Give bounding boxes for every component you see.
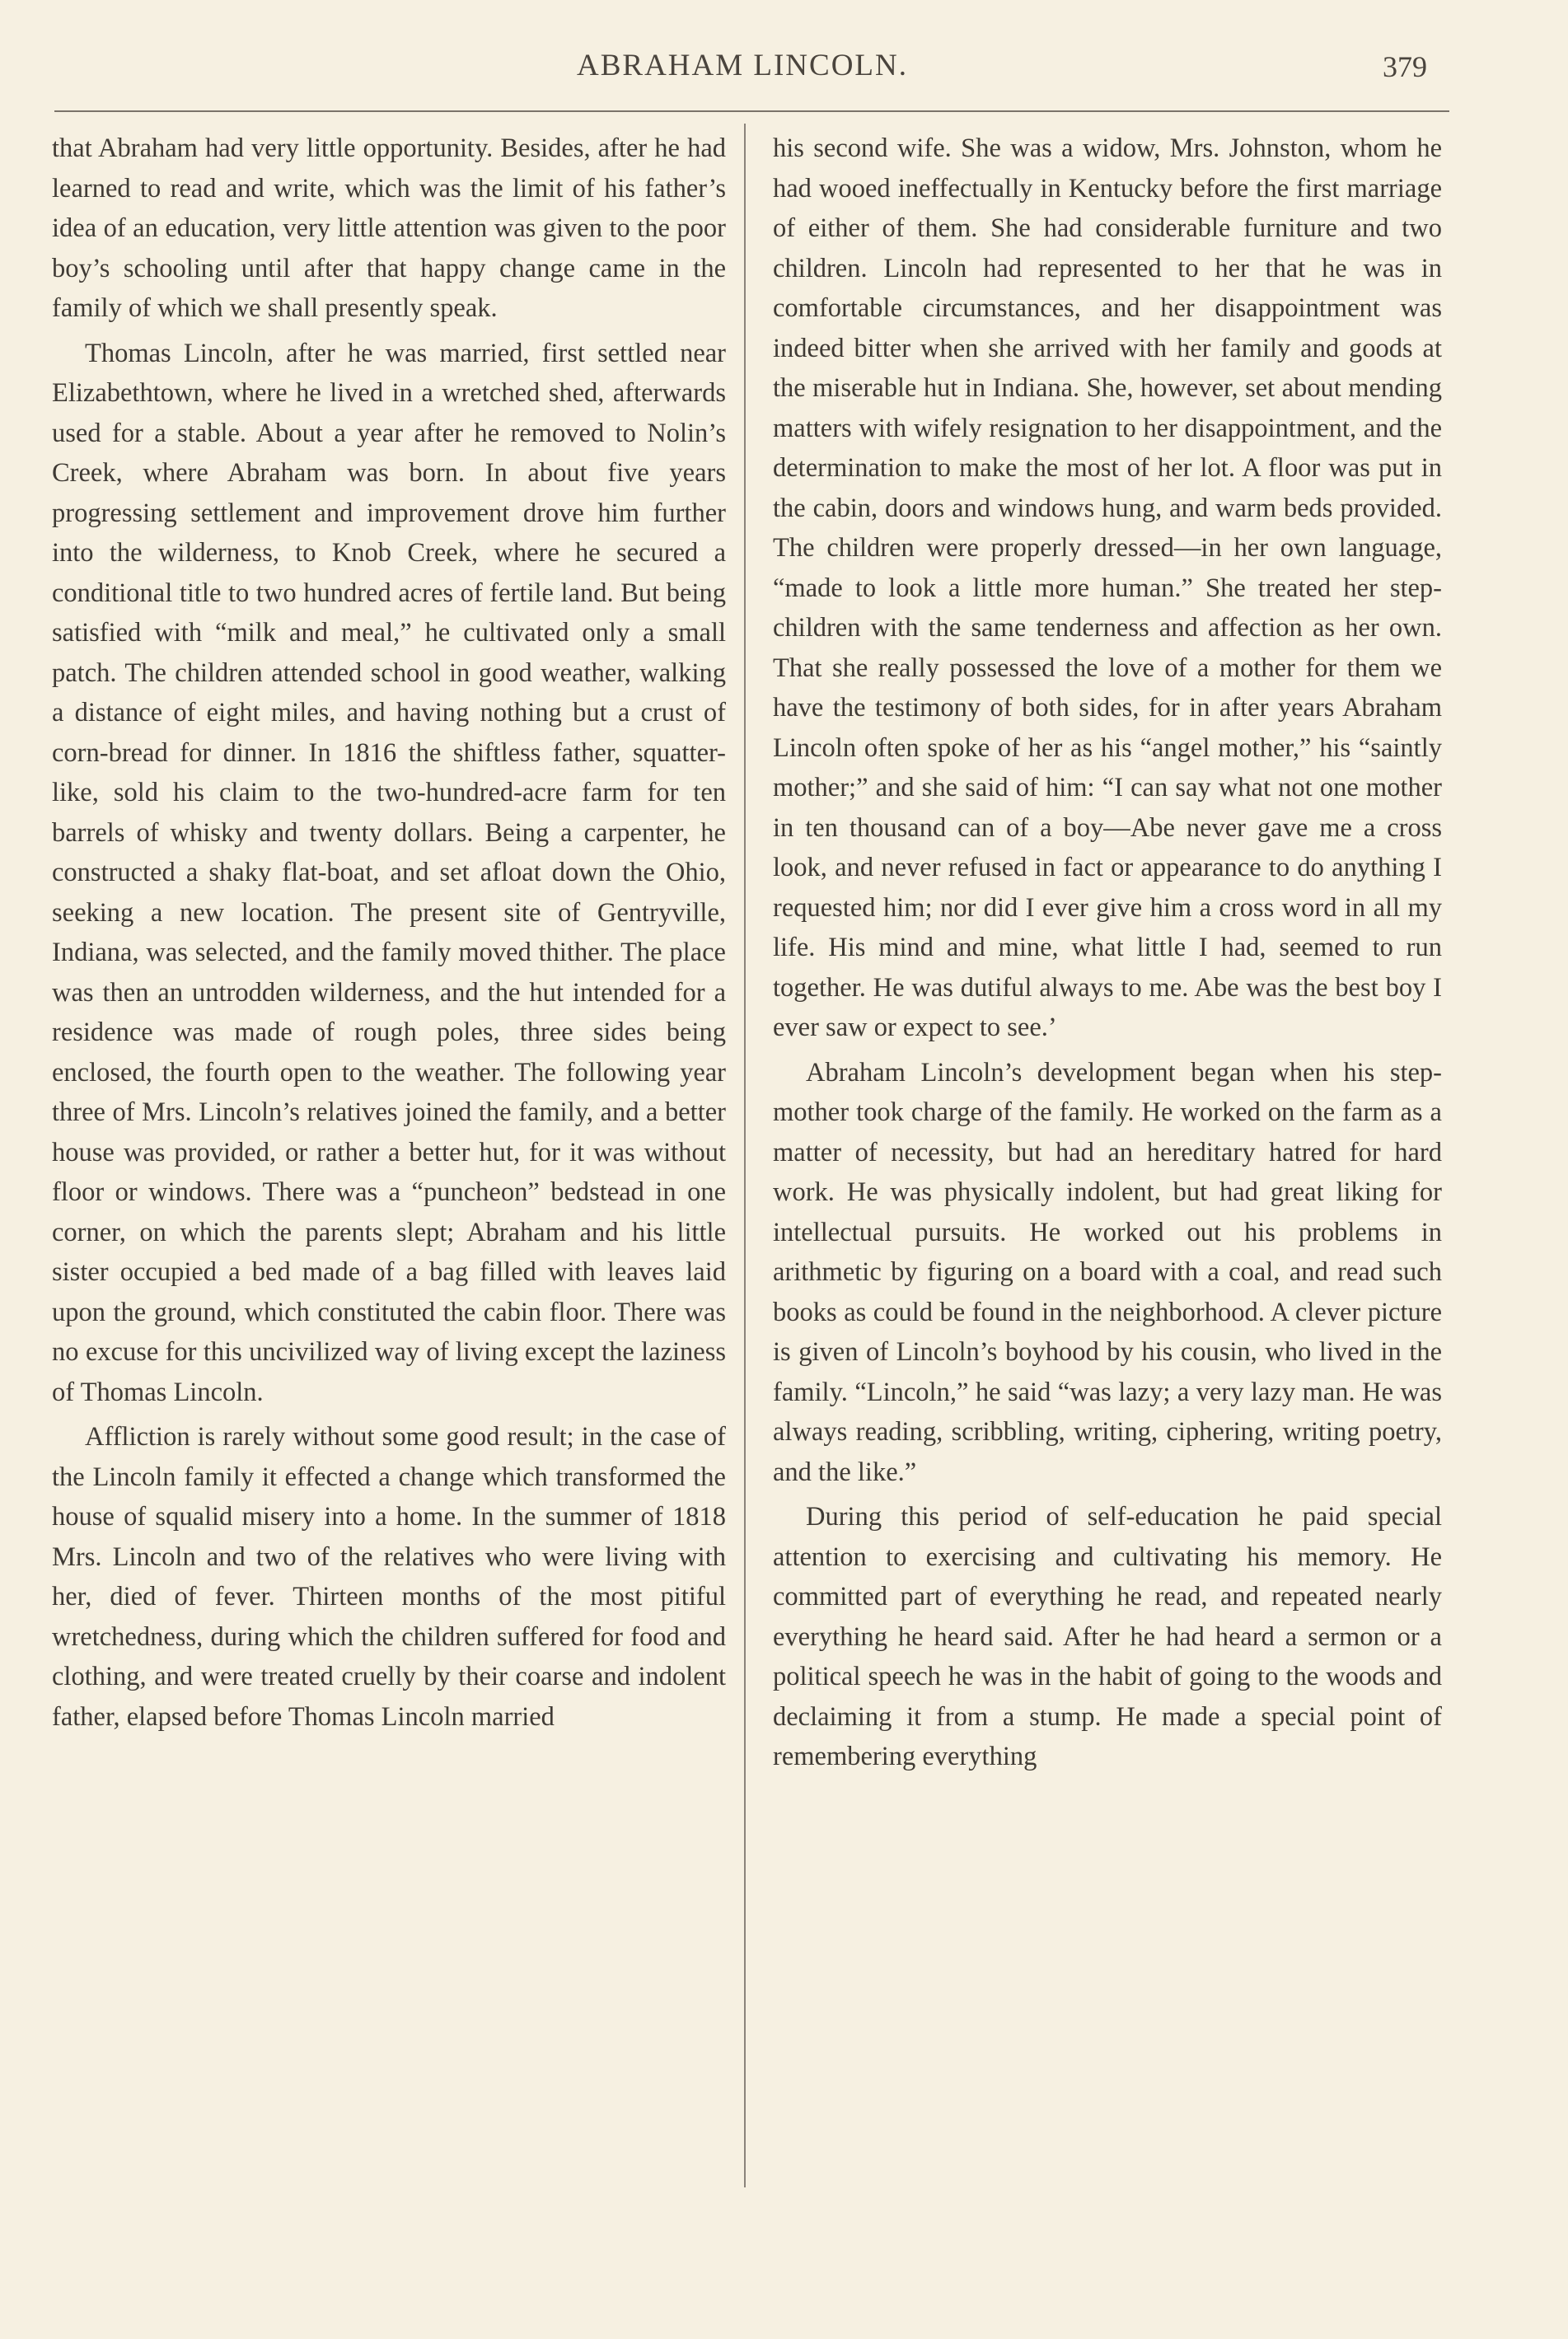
header-rule — [54, 110, 1449, 112]
right-column — [773, 129, 1442, 1777]
left-column — [52, 129, 726, 1737]
paragraph: his second wife. She was a widow, Mrs. Johnston, whom he had wooed ineffectually in Kentucky before the first marriage of either of them. She had considerable furniture and two children. Lincoln had represented to her that he was in comfortable circumstances, and her disappointment was indeed bitter when she arrived with her family and goods at the miserable hut in Indiana. She, however, set about mending matters with wifely resignation to her disappointment, and the determination to make the most of her lot. A floor was put in the cabin, doors and windows hung, and warm beds provided. The children were properly dressed—in her own language, “made to look a little more human.” She treated her step-children with the same tenderness and affection as her own. That she really possessed the love of a mother for them we have the testimony of both sides, for in after years Abraham Lincoln often spoke of her as his “angel mother,” his “saintly mother;” and she said of him: “I can say what not one mother in ten thousand can of a boy—Abe never gave me a cross look, and never refused in fact or appearance to do anything I requested him; nor did I ever give him a cross word in all my life. His mind and mine, what little I had, seemed to run together. He was dutiful always to me. Abe was the best boy I ever saw or expect to see.’ — [773, 133, 1442, 1042]
running-head — [0, 48, 1568, 89]
paragraph: Abraham Lincoln’s development began when his step-mother took charge of the family. He worked on the farm as a matter of necessity, but had an hereditary hatred for hard work. He was physically indolent, but had great liking for intellectual pursuits. He worked out his problems in arithmetic by figuring on a board with a coal, and read such books as could be found in the neighborhood. A clever picture is given of Lincoln’s boyhood by his cousin, who lived in the family. “Lincoln,” he said “was lazy; a very lazy man. He was always reading, scribbling, writing, ciphering, writing poetry, and the like.” — [773, 1057, 1442, 1487]
paragraph: that Abraham had very little opportunity. Besides, after he had learned to read and write, which was the limit of his father’s idea of an education, very little attention was given to the poor boy’s schooling until after that happy change came in the family of which we shall presently speak. — [52, 133, 726, 323]
paragraph: Affliction is rarely without some good result; in the case of the Lincoln family it effected a change which transformed the house of squalid misery into a home. In the summer of 1818 Mrs. Lincoln and two of the relatives who were living with her, died of fever. Thirteen months of the most pitiful wretchedness, during which the children suffered for food and clothing, and were treated cruelly by their coarse and indolent father, elapsed before Thomas Lincoln married — [52, 1422, 726, 1732]
column-divider — [744, 124, 746, 2187]
paragraph: Thomas Lincoln, after he was married, first settled near Elizabethtown, where he lived in a wretched shed, afterwards used for a stable. About a year after he removed to Nolin’s Creek, where Abraham was born. In about five years progressing settlement and improvement drove him further into the wilderness, to Knob Creek, where he secured a conditional title to two hundred acres of fertile land. But being satisfied with “milk and meal,” he cultivated only a small patch. The children attended school in good weather, walking a distance of eight miles, and having nothing but a crust of corn-bread for dinner. In 1816 the shiftless father, squatter-like, sold his claim to the two-hundred-acre farm for ten barrels of whisky and twenty dollars. Being a carpenter, he constructed a shaky flat-boat, and set afloat down the Ohio, seeking a new location. The present site of Gentryville, Indiana, was selected, and the family moved thither. The place was then an untrodden wilderness, and the hut intended for a residence was made of rough poles, three sides being enclosed, the fourth open to the weather. The following year three of Mrs. Lincoln’s relatives joined the family, and a better house was provided, or rather a better hut, for it was without floor or windows. There was a “puncheon” bedstead in one corner, on which the parents slept; Abraham and his little sister occupied a bed made of a bag filled with leaves laid upon the ground, which constituted the cabin floor. There was no excuse for this uncivilized way of living except the laziness of Thomas Lincoln. — [52, 338, 726, 1407]
paragraph: During this period of self-education he paid special attention to exercising and cultivating his memory. He committed part of everything he read, and repeated nearly everything he heard said. After he had heard a sermon or a political speech he was in the habit of going to the woods and declaiming it from a stump. He made a special point of remembering everything — [773, 1502, 1442, 1771]
page-number: 379 — [1383, 50, 1427, 83]
running-title: ABRAHAM LINCOLN. — [577, 49, 908, 82]
